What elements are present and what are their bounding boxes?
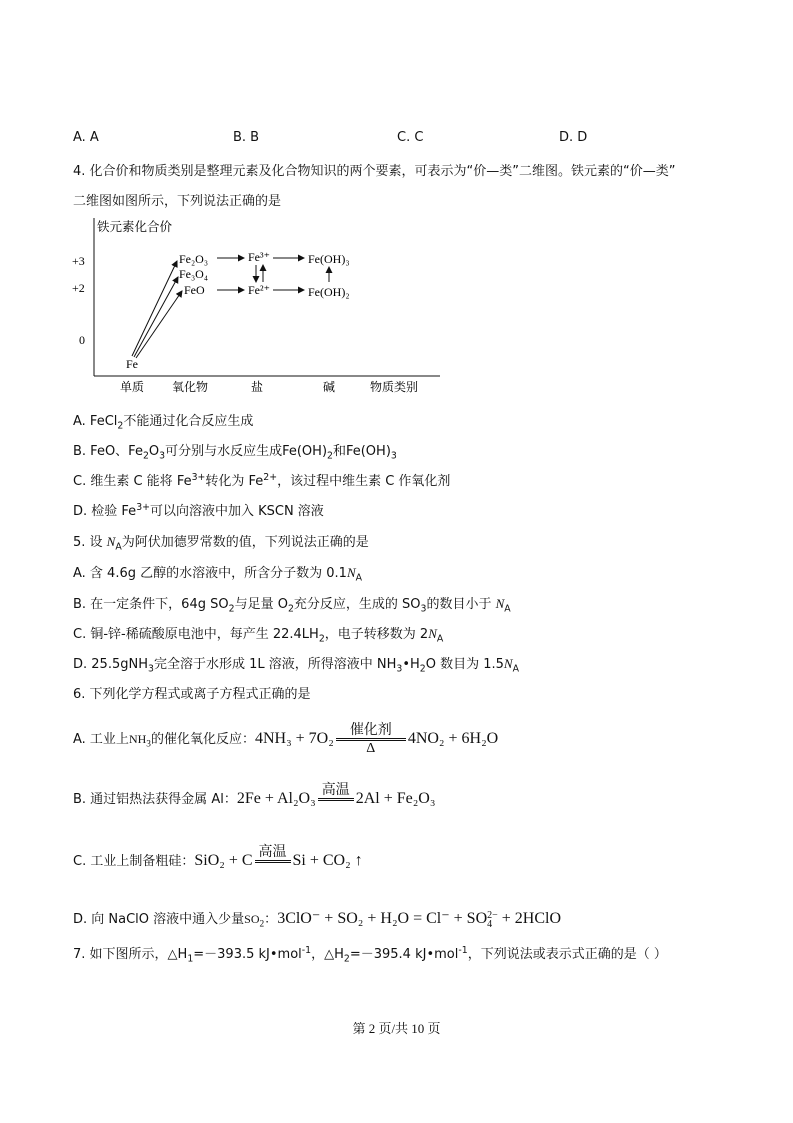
reaction-condition: 高温 xyxy=(255,844,291,879)
q6-option-a: A. 工业上$NH_3$的催化氧化反应：4NH₃ + 7O₂ $\frac{\text{催化剂}}{\Delta}$ 4NO₂ + 6H₂O xyxy=(73,722,499,756)
y-tick-zero: 0 xyxy=(79,333,85,347)
q3-option-a: A. A xyxy=(73,130,99,145)
q3-option-c: C. C xyxy=(397,130,424,145)
q5-option-b: B. 在一定条件下，64g $SO_2$与足量 $O_2$充分反应，生成的 $SO_3$的数目小于 $N_A$ xyxy=(73,596,511,615)
species-fe3o4: Fe₃O₄ xyxy=(179,267,209,281)
x-tick-class: 物质类别 xyxy=(370,380,419,394)
q6-stem: 6. 下列化学方程式或离子方程式正确的是 xyxy=(73,687,311,702)
species-feoh2: Fe(OH)₂ xyxy=(308,285,350,299)
species-fe3plus: Fe³⁺ xyxy=(248,250,270,264)
reaction-condition: $\frac{\text{催化剂}}{\Delta}$ xyxy=(336,722,406,757)
q4-stem-line1: 4. 化合价和物质类别是整理元素及化合物知识的两个要素，可表示为“价—类”二维图。铁元素的“价—类” xyxy=(73,164,676,179)
page-footer: 第 2 页/共 10 页 xyxy=(352,1021,441,1036)
q4-option-c: C. 维生素 C 能将 $Fe^{3+}$转化为 $Fe^{2+}$，该过程中维生素 C 作氧化剂 xyxy=(73,471,451,489)
q5-option-d: D. 25.5gNH$_3$完全溶于水形成 1L 溶液，所得溶液中 $NH_3•H_2O$ 数目为 $1.5N_A$ xyxy=(73,656,519,675)
species-fe2o3: Fe₂O₃ xyxy=(179,252,209,266)
q5-option-a: A. 含 4.6g 乙醇的水溶液中，所含分子数为 $0.1N_A$ xyxy=(73,565,363,584)
x-tick-oxide: 氧化物 xyxy=(172,380,209,394)
q6-option-c: C. 工业上制备粗硅：SiO₂ + C 高温 Si + CO₂ ↑ xyxy=(73,844,363,879)
x-tick-base: 碱 xyxy=(323,380,336,394)
q4-option-d: D. 检验 $Fe^{3+}$可以向溶液中加入 KSCN 溶液 xyxy=(73,501,324,519)
x-tick-salt: 盐 xyxy=(251,380,264,394)
q4-option-b: B. FeO、$Fe_2O_3$可分别与水反应生成$Fe(OH)_2$和$Fe(OH)_3$ xyxy=(73,444,397,462)
y-tick-plus2: +2 xyxy=(72,281,85,295)
species-feo: FeO xyxy=(184,283,205,297)
reaction-condition: 高温 xyxy=(318,782,354,817)
q5-option-c: C. 铜-锌-稀硫酸原电池中，每产生 $22.4LH_2$，电子转移数为 $2N_A$ xyxy=(73,626,444,645)
y-axis-title: 铁元素化合价 xyxy=(97,219,173,234)
q4-option-a: A. FeCl$_2$不能通过化合反应生成 xyxy=(73,414,254,432)
x-tick-elemental: 单质 xyxy=(120,380,145,394)
species-feoh3: Fe(OH)₃ xyxy=(308,252,350,266)
q3-option-b: B. B xyxy=(233,130,260,145)
q4-stem-line2: 二维图如图所示，下列说法正确的是 xyxy=(73,194,282,209)
species-fe2plus: Fe²⁺ xyxy=(248,283,270,297)
q5-stem: 5. 设 $N_A$为阿伏加德罗常数的值，下列说法正确的是 xyxy=(73,534,369,553)
y-tick-plus3: +3 xyxy=(72,254,85,268)
q3-option-d: D. D xyxy=(559,130,588,145)
species-fe: Fe xyxy=(126,357,138,371)
iron-valence-class-diagram xyxy=(70,210,450,400)
q6-option-b: B. 通过铝热法获得金属 Al：2Fe + Al₂O₃ 高温 2Al + Fe₂O₃ xyxy=(73,782,435,817)
q6-option-d: D. 向 NaClO 溶液中通入少量$SO_2$：3ClO⁻ + SO₂ + H₂O = Cl⁻ + SO 2− 4 + 2HClO xyxy=(73,909,562,930)
q7-stem: 7. 如下图所示，$\triangle H_1=-393.5$ kJ•mol$^{-1}$，$\triangle H_2=-395.4$ kJ•mol$^{-1}$，下列说法或表示式正确的是（ ） xyxy=(73,944,667,965)
